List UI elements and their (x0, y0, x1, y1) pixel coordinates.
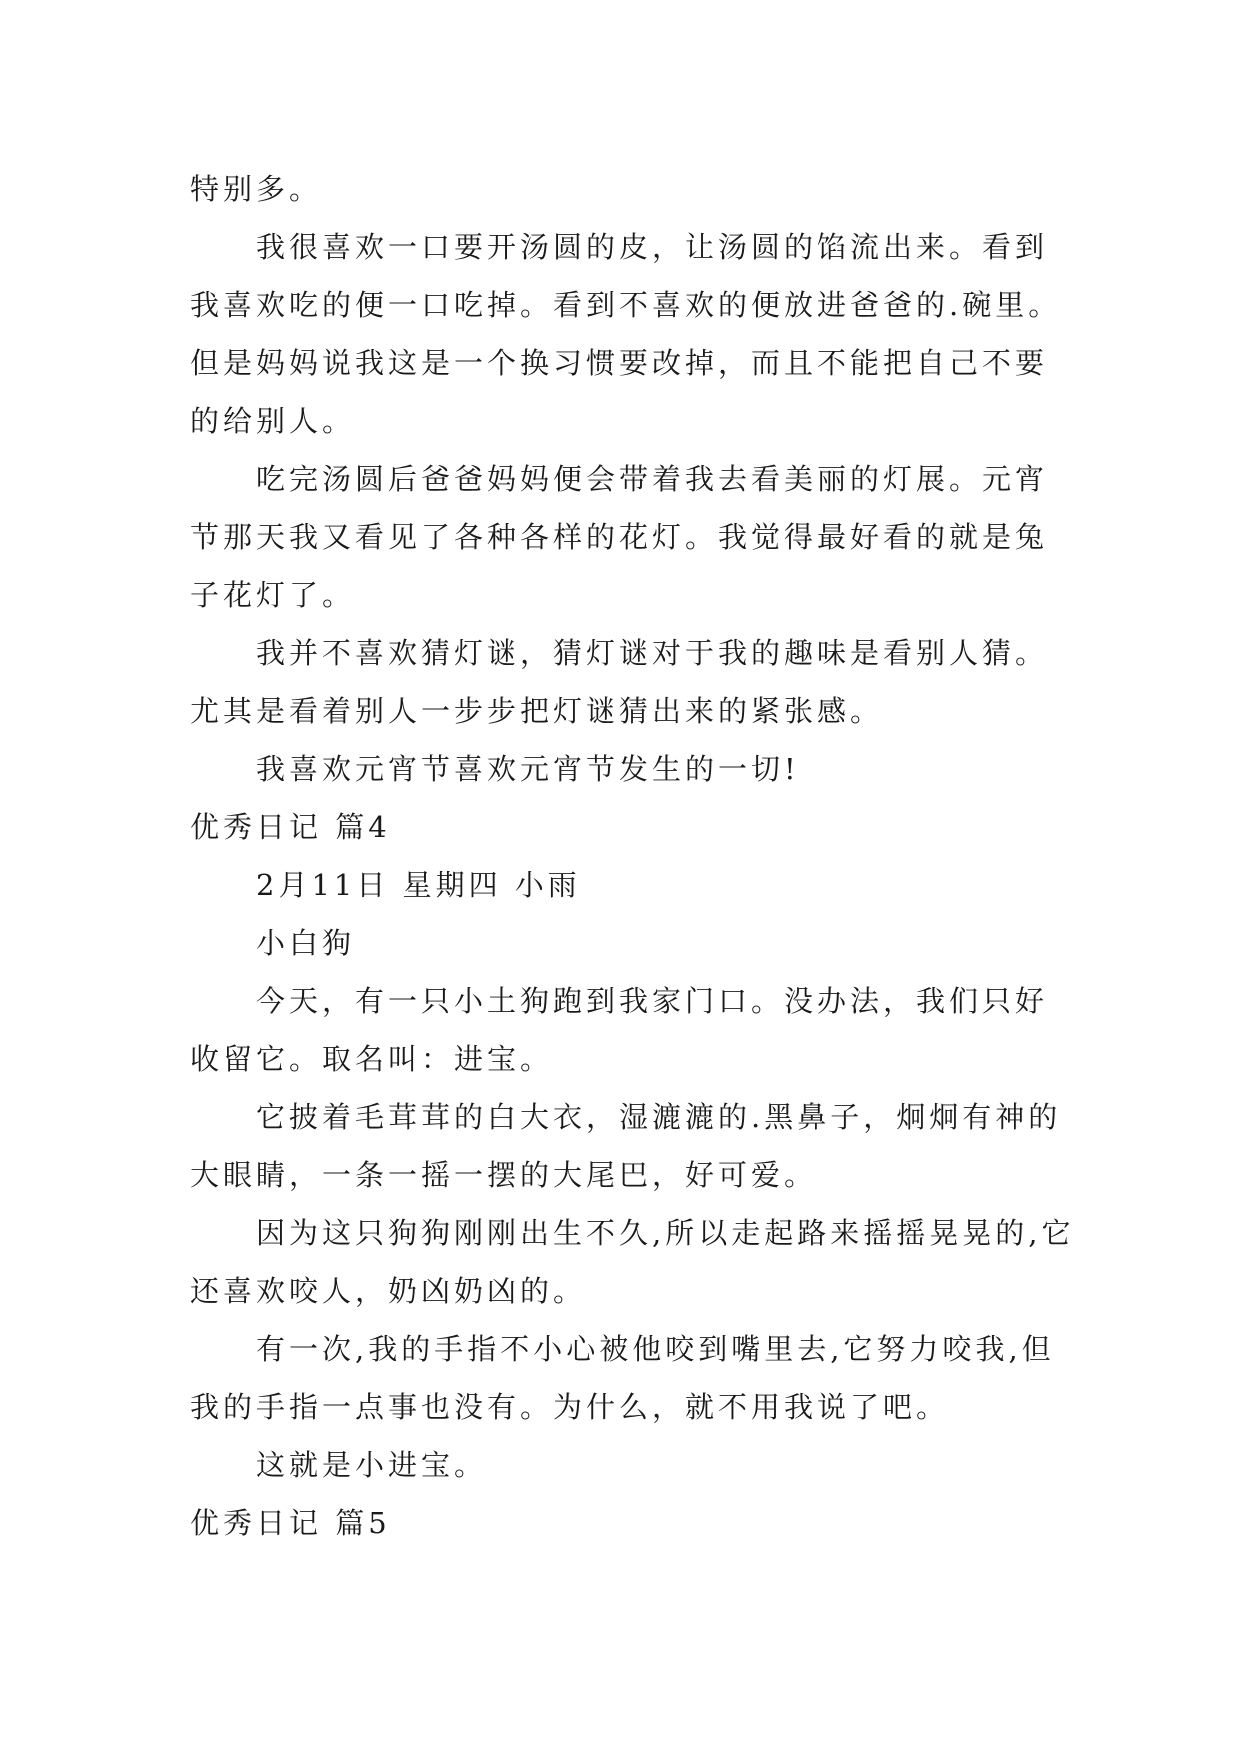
paragraph: 今天，有一只小土狗跑到我家门口。没办法，我们只好收留它。取名叫：进宝。 (190, 984, 1049, 1076)
section-heading: 优秀日记 篇5 (190, 1506, 391, 1540)
paragraph: 它披着毛茸茸的白大衣，湿漉漉的.黑鼻子，炯炯有神的大眼睛，一条一摇一摆的大尾巴，好可爱。 (190, 1100, 1062, 1192)
paragraph: 吃完汤圆后爸爸妈妈便会带着我去看美丽的灯展。元宵节那天我又看见了各种各样的花灯。我觉得最好看的就是兔子花灯了。 (190, 462, 1049, 612)
section-heading: 优秀日记 篇4 (190, 810, 391, 844)
paragraph: 这就是小进宝。 (256, 1448, 488, 1482)
paragraph: 因为这只狗狗刚刚出生不久,所以走起路来摇摇晃晃的,它还喜欢咬人，奶凶奶凶的。 (190, 1216, 1075, 1308)
document-body (190, 160, 1080, 1552)
paragraph: 有一次,我的手指不小心被他咬到嘴里去,它努力咬我,但我的手指一点事也没有。为什么，就不用我说了吧。 (190, 1332, 1055, 1424)
paragraph: 我喜欢元宵节喜欢元宵节发生的一切! (256, 752, 800, 786)
paragraph: 我很喜欢一口要开汤圆的皮，让汤圆的馅流出来。看到我喜欢吃的便一口吃掉。看到不喜欢的便放进爸爸的.碗里。但是妈妈说我这是一个换习惯要改掉，而且不能把自己不要的给别人。 (190, 230, 1062, 438)
paragraph: 特别多。 (190, 172, 323, 206)
paragraph: 我并不喜欢猜灯谜，猜灯谜对于我的趣味是看别人猜。尤其是看着别人一步步把灯谜猜出来的紧张感。 (190, 636, 1049, 728)
diary-date-line: 2月11日 星期四 小雨 (256, 868, 581, 902)
diary-title: 小白狗 (256, 926, 356, 960)
